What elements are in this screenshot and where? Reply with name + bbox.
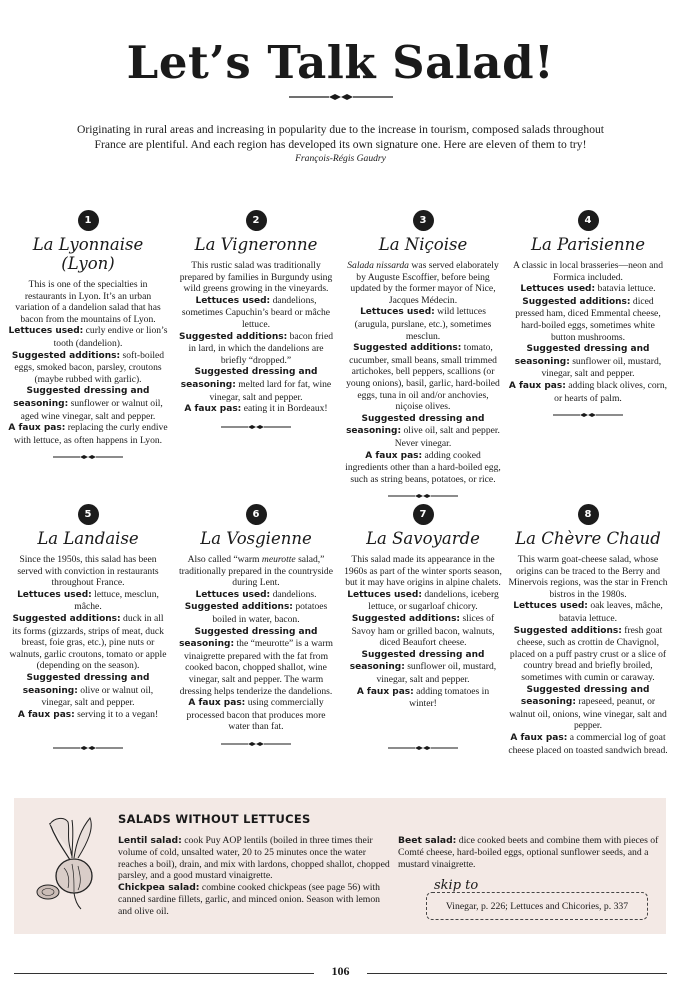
salad-name: La Niçoise — [378, 235, 468, 254]
salad-name: La Parisienne — [531, 235, 645, 254]
salad-name: La Landaise — [37, 529, 139, 548]
beet-illustration-icon — [34, 810, 104, 910]
salad-name: La Savoyarde — [366, 529, 480, 548]
additions-label: Suggested additions: — [513, 625, 622, 636]
fauxpas-text: adding black olives, corn, or hearts of palm. — [554, 379, 668, 404]
chickpea-label: Chickpea salad: — [118, 882, 200, 894]
fauxpas-text: serving it to a vegan! — [77, 708, 159, 720]
fauxpas-label: A faux pas: — [356, 686, 414, 697]
box-heading: SALADS WITHOUT LETTUCES — [118, 812, 311, 826]
additions-text: diced pressed ham, diced Emmental cheese, hard-boiled eggs, sometimes white button mushrooms. — [515, 295, 661, 343]
dressing-text: sunflower oil, mustard, vinegar, salt and pepper. — [541, 355, 662, 380]
dressing-label: Suggested dressing and seasoning: — [514, 344, 650, 367]
lentil-text: cook Puy AOP lentils (boiled in three times their volume of cold, unsalted water, 20 to 25 minutes once the water reaches a boil), drain, and mix with lardons, chopped shallot, chopped parsley, and a good mustard vinaigrette. — [118, 835, 390, 882]
salad-description — [8, 279, 168, 446]
dressing-label: Suggested dressing and seasoning: — [520, 684, 650, 708]
salad-description — [508, 554, 668, 756]
additions-text: slices of Savoy ham or grilled bacon, walnuts, diced Beaufort cheese. — [351, 612, 495, 649]
additions-text: bacon fried in lard, in which the dandelions are briefly “dropped.” — [188, 330, 334, 366]
beet-label: Beet salad: — [398, 835, 457, 846]
beet-text: dice cooked beets and combine them with pieces of Comté cheese, hard-boiled eggs, optional sunflower seeds, and a mustard vinaigrette. — [398, 835, 659, 870]
additions-text: duck in all its forms (gizzards, strips of meat, duck breast, foie gras, etc.), pine nuts or walnuts, garlic croutons, tomato or apple (depending on the season). — [9, 612, 167, 672]
skip-to-title: skip to — [434, 878, 479, 893]
chickpea-text: combine cooked chickpeas (see page 56) with canned sardine fillets, garlic, and minced onion. Season with lemon and olive oil. — [118, 882, 381, 917]
fauxpas-text: adding cooked ingredients other than a hard-boiled egg, such as string beans, potatoes, or rice. — [345, 449, 501, 485]
fauxpas-label: A faux pas: — [510, 732, 568, 743]
salad-card-5 — [8, 504, 168, 721]
dressing-label: Suggested dressing and seasoning: — [13, 386, 150, 409]
salad-card-6 — [176, 504, 336, 747]
salad-card-7 — [343, 504, 503, 710]
lettuces-label: Lettuces used: — [360, 307, 435, 318]
lentil-label: Lentil salad: — [118, 835, 182, 846]
salad-number-badge: 8 — [578, 504, 599, 525]
salad-number-badge: 5 — [78, 504, 99, 525]
fauxpas-label: A faux pas: — [508, 380, 566, 391]
additions-text: tomato, cucumber, small beans, small trimmed artichokes, bell peppers, scallions (or young onions), basil, garlic, hard-boiled eggs, tuna in oil and/or anchovies, niçoise olives. — [346, 342, 500, 413]
dressing-label: Suggested dressing and seasoning: — [22, 672, 150, 696]
additions-label: Suggested additions: — [353, 343, 462, 354]
ornament-divider-icon — [388, 745, 458, 751]
dressing-label: Suggested dressing and seasoning: — [179, 626, 318, 650]
lettuces-text: batavia lettuce. — [597, 283, 656, 295]
salad-intro: was served elaborately by Auguste Escoffier, before being updated by the former mayor of Nice, Jacques Médecin. — [350, 260, 499, 306]
lettuces-label: Lettuces used: — [8, 326, 84, 337]
salad-description — [8, 554, 168, 721]
dressing-text: sunflower oil, mustard, vinegar, salt and pepper. — [376, 661, 497, 685]
fauxpas-text: adding tomatoes in winter! — [409, 685, 490, 710]
additions-label: Suggested additions: — [178, 331, 288, 342]
salad-number-badge: 7 — [413, 504, 434, 525]
salad-number-badge: 2 — [246, 210, 267, 231]
additions-text: potatoes boiled in water, bacon. — [212, 601, 328, 625]
lettuces-text: oak leaves, mâche, batavia lettuce. — [558, 600, 663, 624]
additions-label: Suggested additions: — [522, 296, 631, 307]
lettuces-text: dandelions, sometimes Capuchin’s beard or mâche lettuce. — [181, 294, 331, 330]
salad-intro-pre: Also called “warm — [187, 554, 260, 565]
box-left-column — [118, 835, 390, 918]
dressing-text: rapeseed, peanut, or walnut oil, onions, wine vinegar, salt and pepper. — [509, 696, 667, 732]
lettuces-label: Lettuces used: — [195, 295, 271, 306]
dressing-label: Suggested dressing and seasoning: — [346, 413, 485, 437]
salad-intro: This is one of the specialties in restaurants in Lyon. It’s an urban variation of a dandelion salad that has bacon from the mountains of Lyon. — [15, 279, 161, 325]
salad-name: La Lyonnaise (Lyon) — [32, 235, 144, 273]
intro-text: Originating in rural areas and increasing in popularity due to the increase in tourism, composed salads throughout France are plentiful. And each region has developed its own signature one. Here are eleven of them to try! — [76, 123, 605, 151]
page-number: 106 — [331, 964, 350, 978]
fauxpas-label: A faux pas: — [17, 709, 75, 720]
lettuces-text: dandelions. — [272, 588, 317, 600]
lettuces-label: Lettuces used: — [520, 284, 596, 295]
lettuces-text: wild lettuces (arugula, purslane, etc.), sometimes mesclun. — [354, 306, 492, 342]
lettuces-label: Lettuces used: — [347, 589, 422, 600]
additions-label: Suggested additions: — [11, 350, 121, 361]
lettuces-text: lettuce, mesclun, mâche. — [74, 588, 159, 613]
salad-number-badge: 4 — [578, 210, 599, 231]
additions-label: Suggested additions: — [184, 602, 293, 613]
dressing-text: the “meurotte” is a warm vinaigrette prepared with the fat from cooked bacon, chopped shallot, wine vinegar, salt and pepper. The warm dressing helps tenderize the dandelions. — [179, 638, 333, 697]
fauxpas-label: A faux pas: — [365, 450, 423, 461]
skip-to-links[interactable]: Vinegar, p. 226; Lettuces and Chicories, p. 337 — [426, 892, 648, 920]
salad-description — [176, 260, 336, 416]
salad-intro: This warm goat-cheese salad, whose origins can be traced to the Berry and Minervois regions, was the star in French bistros in the 1980s. — [508, 554, 668, 600]
fauxpas-label: A faux pas: — [188, 698, 246, 709]
lettuces-text: curly endive or lion’s tooth (dandelion). — [53, 325, 168, 349]
ornament-divider-icon — [53, 745, 123, 751]
ornament-divider-icon — [553, 412, 623, 418]
salad-intro: This salad made its appearance in the 1960s as part of the winter sports season, but it may have origins in alpine chalets. — [344, 554, 502, 589]
salad-intro-italic: meurotte — [261, 554, 296, 565]
salad-intro: Since the 1950s, this salad has been served with conviction in restaurants throughout France. — [17, 554, 159, 589]
ornament-divider-icon — [221, 741, 291, 747]
additions-label: Suggested additions: — [12, 613, 121, 624]
salad-description — [176, 554, 336, 733]
salad-name: La Vosgienne — [200, 529, 312, 548]
fauxpas-text: eating it in Bordeaux! — [243, 403, 328, 415]
fauxpas-text: using commercially processed bacon that produces more water than fat. — [186, 697, 326, 733]
salad-description — [343, 554, 503, 710]
salad-intro-italic: Salada nissarda — [347, 260, 409, 271]
salad-card-2 — [176, 210, 336, 430]
ornament-divider-icon — [388, 493, 458, 499]
dressing-label: Suggested dressing and seasoning: — [180, 367, 318, 390]
lettuces-label: Lettuces used: — [513, 601, 588, 612]
salad-card-8 — [508, 504, 668, 756]
dressing-label: Suggested dressing and seasoning: — [349, 649, 485, 673]
salad-name: La Chèvre Chaud — [515, 529, 661, 548]
salad-number-badge: 6 — [246, 504, 267, 525]
salad-card-4 — [508, 210, 668, 418]
salad-number-badge: 1 — [78, 210, 99, 231]
intro-author: François-Régis Gaudry — [295, 153, 386, 164]
fauxpas-text: replacing the curly endive with lettuce, as often happens in Lyon. — [13, 422, 168, 446]
dressing-text: olive oil, salt and pepper. Never vinegar. — [394, 425, 500, 449]
dressing-text: melted lard for fat, wine vinegar, salt and pepper. — [209, 378, 332, 403]
lettuces-label: Lettuces used: — [17, 589, 92, 600]
page-title: Let’s Talk Salad! — [126, 36, 555, 89]
dressing-text: sunflower or walnut oil, aged wine vinegar, salt and pepper. — [20, 397, 163, 422]
salad-intro: salad,” traditionally prepared in the countryside during Lent. — [179, 554, 333, 589]
fauxpas-text: a commercial log of goat cheese placed on toasted sandwich bread. — [508, 731, 668, 756]
ornament-divider-icon — [289, 93, 393, 101]
fauxpas-label: A faux pas: — [184, 404, 242, 415]
dressing-text: olive or walnut oil, vinegar, salt and pepper. — [41, 684, 154, 709]
salad-number-badge: 3 — [413, 210, 434, 231]
fauxpas-label: A faux pas: — [8, 423, 66, 434]
additions-label: Suggested additions: — [351, 613, 461, 624]
salad-intro: A classic in local brasseries—neon and Formica included. — [513, 260, 663, 283]
salad-description — [343, 260, 503, 485]
salad-card-3 — [343, 210, 503, 499]
ornament-divider-icon — [53, 454, 123, 460]
ornament-divider-icon — [221, 424, 291, 430]
lettuces-label: Lettuces used: — [195, 589, 271, 600]
box-right-column — [398, 835, 660, 870]
salad-name: La Vigneronne — [194, 235, 318, 254]
additions-text: fresh goat cheese, such as crottin de Chavignol, placed on a puff pastry crust or a slice of country bread and briefly broiled, sometimes with cumin or caraway. — [509, 624, 667, 683]
lettuces-text: dandelions, iceberg lettuce, or sugarloaf chicory. — [368, 588, 499, 613]
salad-card-1 — [8, 210, 168, 460]
additions-text: soft-boiled eggs, smoked bacon, parsley, croutons (maybe rubbed with garlic). — [14, 349, 165, 385]
salad-intro: This rustic salad was traditionally prepared by families in Burgundy using wild greens growing in the vineyards. — [179, 260, 333, 295]
salad-description — [508, 260, 668, 404]
